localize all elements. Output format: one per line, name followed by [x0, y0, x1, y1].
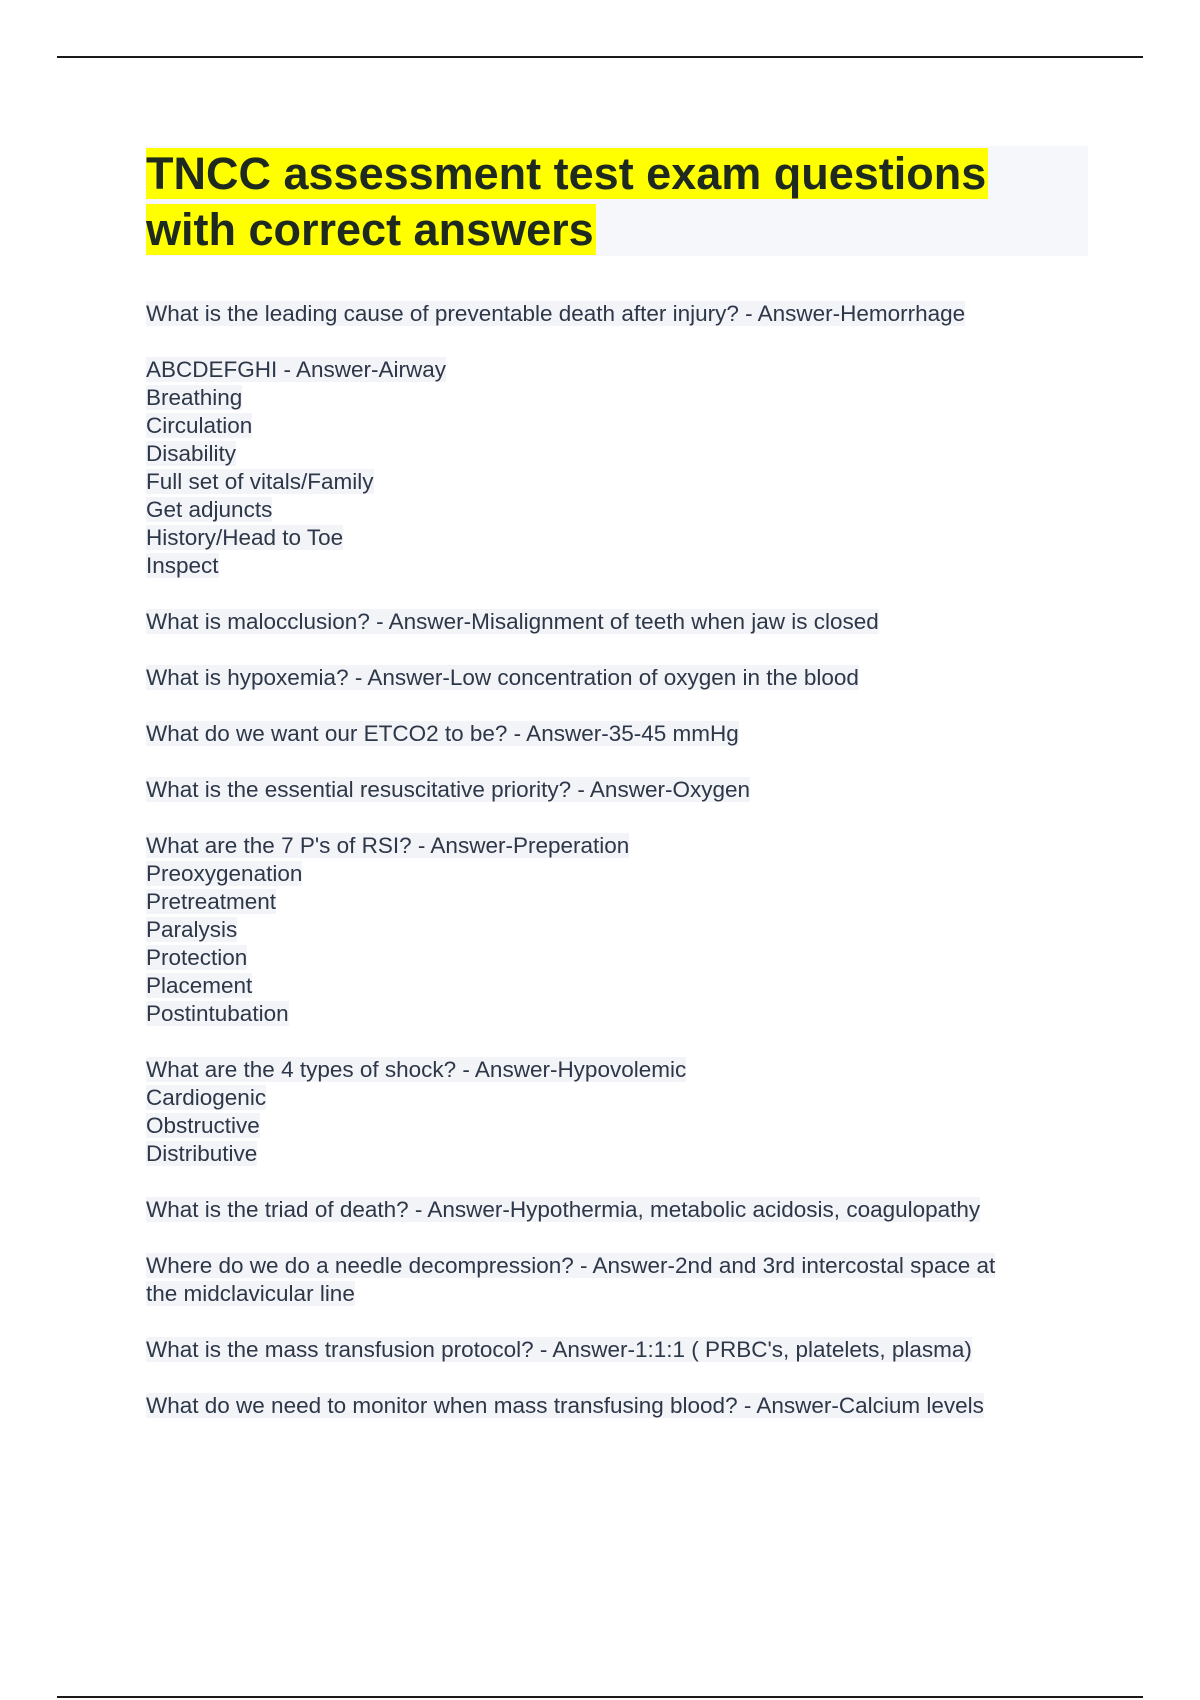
qa-line: [146, 384, 1088, 412]
qa-line-text: Where do we do a needle decompression? - Answer-2nd and 3rd intercostal space at: [146, 1253, 996, 1278]
qa-line-text: Get adjuncts: [146, 497, 273, 522]
qa-item: [146, 1196, 1088, 1224]
qa-line: [146, 608, 1088, 636]
qa-item: [146, 720, 1088, 748]
qa-item: [146, 300, 1088, 328]
qa-line-text: Distributive: [146, 1141, 258, 1166]
qa-line: [146, 664, 1088, 692]
qa-line-text: Breathing: [146, 385, 243, 410]
qa-item: [146, 1252, 1088, 1308]
qa-line-text: What do we need to monitor when mass transfusing blood? - Answer-Calcium levels: [146, 1393, 984, 1418]
qa-line-text: Cardiogenic: [146, 1085, 267, 1110]
title-line-2: with correct answers: [146, 204, 594, 255]
qa-line: [146, 1112, 1088, 1140]
qa-line: [146, 1140, 1088, 1168]
qa-line: [146, 972, 1088, 1000]
qa-line: [146, 412, 1088, 440]
qa-item: [146, 1056, 1088, 1168]
page-title: [146, 146, 1088, 258]
qa-line: [146, 1252, 1088, 1280]
qa-line: [146, 440, 1088, 468]
qa-line-text: Paralysis: [146, 917, 238, 942]
qa-line: [146, 916, 1088, 944]
title-block: [146, 146, 1088, 256]
qa-line: [146, 496, 1088, 524]
qa-line: [146, 468, 1088, 496]
qa-line: [146, 1196, 1088, 1224]
qa-item: [146, 832, 1088, 1028]
qa-line-text: What is the essential resuscitative priority? - Answer-Oxygen: [146, 777, 750, 802]
qa-line-text: ABCDEFGHI - Answer-Airway: [146, 357, 447, 382]
qa-line-text: Circulation: [146, 413, 253, 438]
qa-line-text: Protection: [146, 945, 248, 970]
qa-line-text: the midclavicular line: [146, 1281, 355, 1306]
bottom-rule: [57, 1696, 1143, 1698]
qa-item: [146, 608, 1088, 636]
qa-line: [146, 552, 1088, 580]
qa-line: [146, 832, 1088, 860]
qa-line-text: What is malocclusion? - Answer-Misalignment of teeth when jaw is closed: [146, 609, 879, 634]
qa-list: [146, 300, 1088, 1448]
qa-line: [146, 1280, 1088, 1308]
qa-line: [146, 300, 1088, 328]
qa-line: [146, 944, 1088, 972]
qa-line-text: Postintubation: [146, 1001, 289, 1026]
qa-line-text: Preoxygenation: [146, 861, 303, 886]
qa-line-text: Placement: [146, 973, 253, 998]
qa-line-text: Obstructive: [146, 1113, 260, 1138]
qa-line-text: What are the 4 types of shock? - Answer-Hypovolemic: [146, 1057, 687, 1082]
qa-line-text: Inspect: [146, 553, 219, 578]
qa-line: [146, 860, 1088, 888]
qa-item: [146, 664, 1088, 692]
top-rule: [57, 56, 1143, 58]
qa-line-text: What are the 7 P's of RSI? - Answer-Preperation: [146, 833, 630, 858]
qa-line-text: What do we want our ETCO2 to be? - Answer-35-45 mmHg: [146, 721, 739, 746]
qa-line-text: Pretreatment: [146, 889, 277, 914]
title-line-1: TNCC assessment test exam questions: [146, 148, 987, 199]
qa-line: [146, 888, 1088, 916]
qa-item: [146, 1392, 1088, 1420]
qa-line: [146, 1392, 1088, 1420]
qa-line-text: History/Head to Toe: [146, 525, 344, 550]
qa-line: [146, 524, 1088, 552]
qa-line-text: Full set of vitals/Family: [146, 469, 374, 494]
qa-line-text: What is the triad of death? - Answer-Hypothermia, metabolic acidosis, coagulopathy: [146, 1197, 981, 1222]
qa-line: [146, 1000, 1088, 1028]
qa-line-text: What is the mass transfusion protocol? - Answer-1:1:1 ( PRBC's, platelets, plasma): [146, 1337, 972, 1362]
qa-item: [146, 1336, 1088, 1364]
qa-line: [146, 720, 1088, 748]
qa-line: [146, 776, 1088, 804]
qa-item: [146, 356, 1088, 580]
qa-line-text: Disability: [146, 441, 237, 466]
qa-line-text: What is hypoxemia? - Answer-Low concentration of oxygen in the blood: [146, 665, 859, 690]
qa-item: [146, 776, 1088, 804]
qa-line: [146, 1084, 1088, 1112]
qa-line: [146, 1056, 1088, 1084]
qa-line: [146, 356, 1088, 384]
qa-line-text: What is the leading cause of preventable death after injury? - Answer-Hemorrhage: [146, 301, 966, 326]
qa-line: [146, 1336, 1088, 1364]
